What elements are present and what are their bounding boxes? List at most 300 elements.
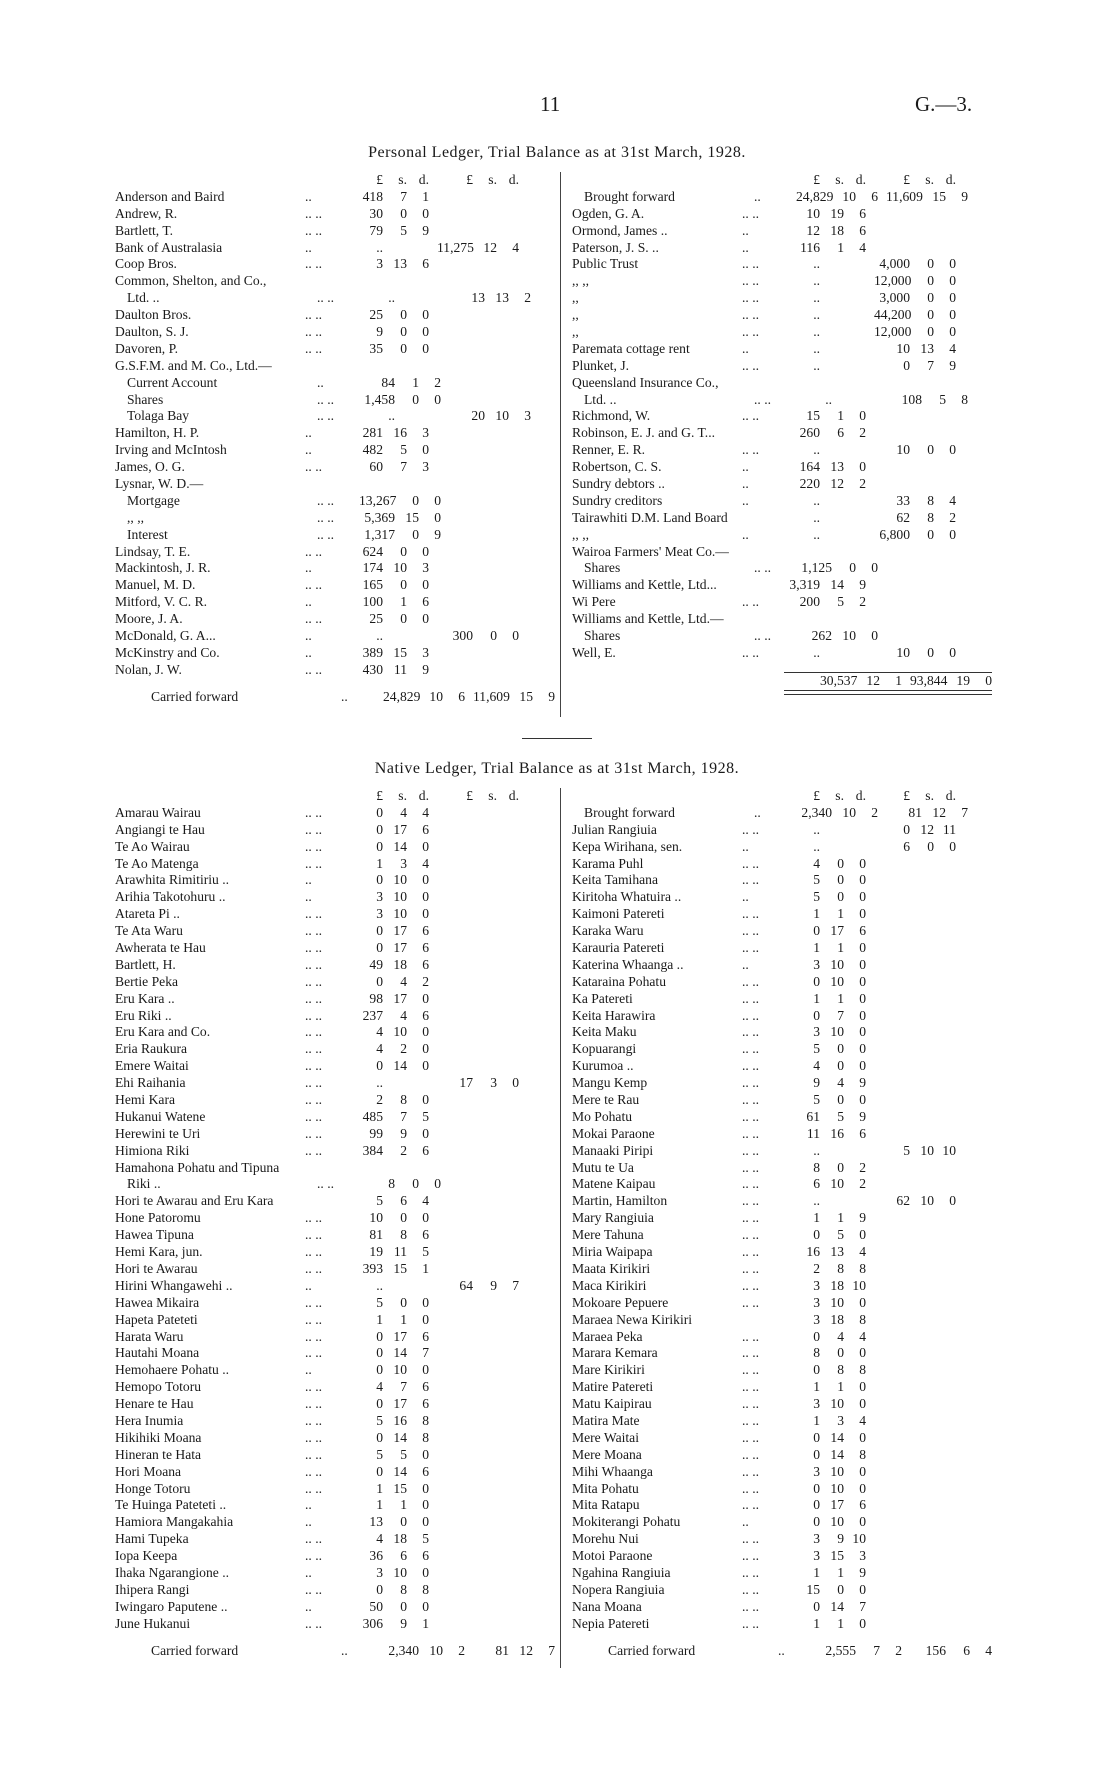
credit-amount (934, 1413, 956, 1430)
account-name: Richmond, W. (572, 408, 651, 424)
credit-amount (473, 1531, 497, 1548)
ledger-row (572, 856, 992, 873)
ledger-row (572, 1058, 992, 1075)
debit-amount: .. (813, 509, 820, 525)
credit-amount (910, 577, 934, 594)
debit-amount: 7 (859, 1598, 866, 1614)
debit-amount: 6 (458, 688, 465, 704)
leader-dots: .. .. (305, 1108, 322, 1124)
account-name: Tairawhiti D.M. Land Board (572, 509, 728, 525)
debit-amount: 4 (859, 1244, 866, 1260)
account-name: Hemi Kara (115, 1092, 176, 1108)
credit-amount (874, 1582, 910, 1599)
credit-amount (437, 856, 473, 873)
ledger-row (115, 577, 555, 594)
credit-amount (497, 341, 519, 358)
currency-header-row (115, 788, 555, 805)
leader-dots: .. (305, 442, 312, 458)
debit-amount: 49 (369, 956, 383, 972)
credit-amount (934, 1075, 956, 1092)
leader-dots: .. .. (305, 906, 322, 922)
credit-amount (437, 1430, 473, 1447)
debit-amount: 1 (837, 990, 844, 1006)
leader-dots: .. (305, 188, 312, 204)
debit-amount: 10 (393, 872, 407, 888)
ledger-row (115, 1616, 555, 1633)
credit-amount (473, 940, 497, 957)
leader-dots: .. .. (305, 821, 322, 837)
ledger-row (115, 1227, 555, 1244)
credit-amount: 0 (927, 324, 934, 340)
debit-amount: 0 (837, 1092, 844, 1108)
ledger-row (572, 1430, 992, 1447)
account-name: Mitford, V. C. R. (115, 594, 208, 610)
credit-amount (473, 1193, 497, 1210)
debit-amount: 0 (813, 1480, 820, 1496)
credit-amount (473, 560, 497, 577)
credit-amount (437, 189, 473, 206)
credit-amount (437, 1548, 473, 1565)
currency-unit-label: £ (376, 788, 383, 803)
debit-amount: 0 (412, 391, 419, 407)
debit-amount: 100 (362, 594, 383, 610)
leader-dots: .. .. (742, 290, 759, 306)
debit-amount: 0 (813, 1328, 820, 1344)
leader-dots: .. (305, 1598, 312, 1614)
credit-amount (910, 889, 934, 906)
account-name: Eru Kara .. (115, 990, 175, 1006)
account-name: Nolan, J. W. (115, 661, 182, 677)
credit-amount (437, 206, 473, 223)
leader-dots: .. .. (305, 1210, 322, 1226)
debit-amount: 14 (830, 1446, 844, 1462)
credit-amount (473, 1160, 497, 1177)
debit-amount: 0 (376, 923, 383, 939)
credit-amount: 10 (920, 1142, 934, 1158)
ledger-row (115, 324, 555, 341)
debit-amount: 9 (400, 1125, 407, 1141)
debit-amount: .. (813, 1142, 820, 1158)
debit-amount: 0 (422, 1294, 429, 1310)
debit-amount: 0 (837, 1041, 844, 1057)
leader-dots: .. .. (317, 391, 334, 407)
account-name: Renner, E. R. (572, 442, 646, 458)
debit-amount: 16 (393, 1412, 407, 1428)
ledger-row (115, 1075, 555, 1092)
debit-amount (844, 1143, 866, 1160)
debit-amount: 9 (813, 1075, 820, 1091)
debit-amount: 10 (842, 628, 856, 644)
account-name: ,, ,, (127, 509, 144, 525)
debit-amount: 5 (837, 1227, 844, 1243)
credit-amount (437, 1481, 473, 1498)
account-name: Kaimoni Patereti (572, 906, 665, 922)
debit-amount: 5 (376, 1193, 383, 1209)
ledger-row (572, 805, 992, 822)
ledger-row (572, 628, 992, 645)
ledger-row (115, 493, 555, 510)
debit-amount: 17 (393, 821, 407, 837)
credit-amount: 7 (961, 804, 968, 820)
credit-amount (437, 645, 473, 662)
credit-amount: 0 (512, 628, 519, 644)
credit-amount (473, 1599, 497, 1616)
debit-amount (784, 611, 820, 628)
credit-amount: 0 (927, 442, 934, 458)
account-name: Bertie Peka (115, 973, 179, 989)
credit-amount: 7 (927, 357, 934, 373)
debit-amount: 4 (422, 1193, 429, 1209)
debit-amount: 5 (813, 872, 820, 888)
leader-dots: .. .. (742, 1531, 759, 1547)
ledger-row (572, 1278, 992, 1295)
credit-amount (886, 628, 922, 645)
debit-amount (407, 1278, 429, 1295)
debit-amount: .. (376, 1075, 383, 1091)
currency-unit-label: d. (508, 788, 519, 803)
debit-amount: 4 (376, 1041, 383, 1057)
debit-amount: 0 (813, 1007, 820, 1023)
debit-amount: 2 (434, 374, 441, 390)
credit-amount (473, 1430, 497, 1447)
debit-amount: 7 (400, 1379, 407, 1395)
credit-amount (874, 872, 910, 889)
credit-amount (437, 1244, 473, 1261)
ledger-row (572, 1143, 992, 1160)
credit-amount (874, 1481, 910, 1498)
ledger-row (572, 1244, 992, 1261)
account-name: ,, (572, 307, 579, 323)
credit-amount (874, 1244, 910, 1261)
debit-amount: 4 (813, 1058, 820, 1074)
credit-amount (497, 307, 519, 324)
ledger-row (572, 1362, 992, 1379)
account-name: G.S.F.M. and M. Co., Ltd.— (115, 357, 272, 373)
leader-dots: .. .. (742, 205, 759, 221)
credit-amount: 6 (963, 1642, 970, 1658)
debit-amount: 393 (362, 1260, 383, 1276)
leader-dots: .. .. (305, 956, 322, 972)
credit-amount: 0 (949, 1193, 956, 1209)
debit-amount (844, 324, 866, 341)
leader-dots: .. .. (742, 1210, 759, 1226)
ledger-row (115, 459, 555, 476)
leader-dots: .. (742, 459, 749, 475)
credit-amount (934, 1058, 956, 1075)
credit-amount: 0 (903, 821, 910, 837)
account-name: Hemi Kara, jun. (115, 1244, 203, 1260)
ledger-row (572, 1548, 992, 1565)
account-name: Plunket, J. (572, 357, 630, 373)
currency-unit-label: d. (855, 172, 866, 187)
credit-amount (910, 425, 934, 442)
leader-dots: .. .. (317, 290, 334, 306)
credit-amount (497, 822, 519, 839)
account-name: Nopera Rangiuia (572, 1581, 665, 1597)
debit-amount (820, 341, 844, 358)
account-name: James, O. G. (115, 459, 185, 475)
credit-amount (934, 1345, 956, 1362)
credit-amount (910, 223, 934, 240)
ledger-row (572, 527, 992, 544)
credit-amount (449, 493, 485, 510)
debit-amount: 164 (799, 459, 820, 475)
ledger-row (115, 189, 555, 206)
leader-dots: .. (742, 222, 749, 238)
debit-amount: 18 (830, 1311, 844, 1327)
debit-amount: 10 (393, 889, 407, 905)
leader-dots: .. .. (742, 1412, 759, 1428)
debit-amount: 16 (830, 1125, 844, 1141)
credit-amount (473, 1514, 497, 1531)
leader-dots: .. .. (742, 1007, 759, 1023)
credit-amount (497, 1430, 519, 1447)
currency-unit-label: s. (398, 788, 407, 803)
credit-amount (934, 940, 956, 957)
credit-amount: 3 (524, 408, 531, 424)
currency-unit-label: s. (835, 788, 844, 803)
credit-amount: 81 (495, 1642, 509, 1658)
debit-amount (395, 290, 419, 307)
ledger-row (115, 510, 555, 527)
leader-dots: .. .. (742, 1024, 759, 1040)
debit-amount: 6 (422, 1142, 429, 1158)
leader-dots: .. .. (742, 1277, 759, 1293)
ledger-row (115, 408, 555, 425)
debit-amount: 17 (393, 990, 407, 1006)
debit-amount: .. (813, 290, 820, 306)
debit-amount: 1,458 (364, 391, 395, 407)
debit-amount: 3 (376, 889, 383, 905)
credit-amount: 10 (920, 1193, 934, 1209)
ledger-row (115, 1126, 555, 1143)
debit-amount: 5 (837, 1108, 844, 1124)
ledger-row (115, 425, 555, 442)
leader-dots: .. .. (742, 990, 759, 1006)
credit-amount (934, 889, 956, 906)
credit-amount (874, 856, 910, 873)
ledger-row (115, 206, 555, 223)
ledger-row (115, 527, 555, 544)
leader-dots: .. .. (305, 661, 322, 677)
credit-amount (437, 1008, 473, 1025)
account-name: Shares (584, 560, 621, 576)
ledger-row (115, 1481, 555, 1498)
debit-amount (820, 493, 844, 510)
leader-dots (742, 425, 784, 442)
debit-amount: 4 (422, 855, 429, 871)
credit-amount: 6 (903, 838, 910, 854)
currency-unit-label: £ (813, 172, 820, 187)
account-name: Eru Riki .. (115, 1007, 172, 1023)
currency-header-row (572, 788, 992, 805)
credit-amount (874, 923, 910, 940)
account-name: Wairoa Farmers' Meat Co.— (572, 543, 729, 559)
leader-dots: .. .. (742, 1463, 759, 1479)
debit-amount: 61 (806, 1108, 820, 1124)
ledger-row (572, 906, 992, 923)
currency-unit-label: £ (466, 172, 473, 187)
ledger-row (572, 341, 992, 358)
credit-amount (509, 527, 531, 544)
account-name: Carried forward (151, 688, 239, 704)
credit-amount (473, 1362, 497, 1379)
account-name (572, 673, 778, 690)
debit-amount (383, 1278, 407, 1295)
debit-amount: 9 (837, 1531, 844, 1547)
credit-amount (874, 1041, 910, 1058)
page-number: 11 (540, 92, 561, 116)
account-name: Kepa Wirihana, sen. (572, 838, 683, 854)
credit-amount (874, 611, 910, 628)
debit-amount: 2 (400, 1041, 407, 1057)
credit-amount (934, 1244, 956, 1261)
ledger-row (572, 1126, 992, 1143)
debit-amount: 5 (422, 1108, 429, 1124)
currency-header-row (115, 172, 555, 189)
credit-amount (874, 408, 910, 425)
credit-amount (437, 577, 473, 594)
account-name: Hone Patoromu (115, 1210, 201, 1226)
credit-amount (437, 923, 473, 940)
ledger-row (115, 1295, 555, 1312)
leader-dots: .. .. (742, 1345, 759, 1361)
leader-dots (742, 1312, 784, 1329)
debit-amount: 6 (422, 923, 429, 939)
account-name: Mortgage (127, 492, 180, 508)
credit-amount (473, 1464, 497, 1481)
credit-amount (509, 1176, 531, 1193)
leader-dots: .. .. (305, 940, 322, 956)
leader-dots: .. .. (305, 1396, 322, 1412)
document-reference: G.—3. (915, 92, 973, 116)
account-name: Robertson, C. S. (572, 459, 662, 475)
account-name: McKinstry and Co. (115, 644, 220, 660)
debit-amount: 0 (859, 1227, 866, 1243)
debit-amount: 2 (859, 1176, 866, 1192)
credit-amount (497, 1193, 519, 1210)
credit-amount (497, 1227, 519, 1244)
ledger-row (115, 1548, 555, 1565)
credit-amount (437, 256, 473, 273)
ledger-row (572, 957, 992, 974)
credit-amount (910, 974, 934, 991)
debit-amount: 2 (859, 1159, 866, 1175)
account-name: Ltd. .. (127, 290, 160, 306)
ledger-row (115, 1643, 555, 1660)
credit-amount: 0 (985, 672, 992, 688)
credit-amount: 17 (459, 1075, 473, 1091)
debit-amount: .. (813, 442, 820, 458)
debit-amount: 0 (400, 1598, 407, 1614)
debit-amount: 0 (400, 1514, 407, 1530)
debit-amount: .. (813, 340, 820, 356)
debit-amount: 3 (813, 1548, 820, 1564)
credit-amount (437, 1210, 473, 1227)
ledger-row (572, 206, 992, 223)
ledger-row (115, 1193, 555, 1210)
credit-amount (910, 991, 934, 1008)
debit-amount: 1 (837, 408, 844, 424)
credit-amount (437, 560, 473, 577)
debit-amount: 0 (859, 1092, 866, 1108)
debit-amount: 0 (376, 1463, 383, 1479)
credit-amount (437, 358, 473, 375)
debit-amount: 17 (393, 923, 407, 939)
debit-amount (383, 240, 407, 257)
debit-amount: 485 (362, 1108, 383, 1124)
debit-amount (407, 476, 429, 493)
ledger-row (572, 611, 992, 628)
credit-amount (910, 1312, 934, 1329)
ledger-row (572, 1643, 992, 1660)
credit-amount (497, 459, 519, 476)
credit-amount (934, 240, 956, 257)
credit-amount (473, 189, 497, 206)
debit-amount: 0 (376, 838, 383, 854)
ledger-row (115, 1041, 555, 1058)
credit-amount: 13 (920, 340, 934, 356)
credit-amount (934, 544, 956, 561)
account-name: Mere Moana (572, 1446, 642, 1462)
credit-amount (497, 872, 519, 889)
credit-amount (910, 1548, 934, 1565)
leader-dots: .. (305, 425, 312, 441)
credit-amount: 4 (512, 239, 519, 255)
account-name: Mary Rangiuia (572, 1210, 654, 1226)
credit-amount (874, 1024, 910, 1041)
account-name: Karauria Patereti (572, 940, 665, 956)
credit-amount (910, 872, 934, 889)
debit-amount: 8 (859, 1311, 866, 1327)
credit-amount (934, 1531, 956, 1548)
ledger-row (572, 889, 992, 906)
debit-amount (820, 442, 844, 459)
debit-amount: 2 (376, 1092, 383, 1108)
debit-amount: 0 (859, 1615, 866, 1631)
debit-amount: .. (813, 256, 820, 272)
ledger-row (572, 1497, 992, 1514)
credit-amount (449, 510, 485, 527)
ledger-row (572, 425, 992, 442)
credit-amount (437, 324, 473, 341)
credit-amount (497, 223, 519, 240)
credit-amount (874, 889, 910, 906)
account-name: Iopa Keepa (115, 1548, 178, 1564)
debit-amount: 281 (362, 425, 383, 441)
credit-amount (473, 1565, 497, 1582)
account-name: Lindsay, T. E. (115, 543, 191, 559)
debit-amount: 15 (405, 509, 419, 525)
debit-amount (844, 493, 866, 510)
leader-dots: .. (305, 560, 312, 576)
credit-amount (497, 476, 519, 493)
debit-amount: 8 (400, 1092, 407, 1108)
native-right-column (572, 788, 992, 1659)
debit-amount: 0 (837, 1058, 844, 1074)
leader-dots: .. .. (742, 1125, 759, 1141)
credit-amount (509, 375, 531, 392)
credit-amount (910, 544, 934, 561)
credit-amount (934, 459, 956, 476)
leader-dots: .. .. (754, 391, 771, 407)
credit-amount (437, 991, 473, 1008)
debit-amount: 6 (422, 1328, 429, 1344)
credit-amount (874, 1464, 910, 1481)
debit-amount: 4 (376, 1531, 383, 1547)
account-name: Hori Moana (115, 1463, 182, 1479)
account-name: Hamahona Pohatu and Tipuna (115, 1159, 280, 1175)
